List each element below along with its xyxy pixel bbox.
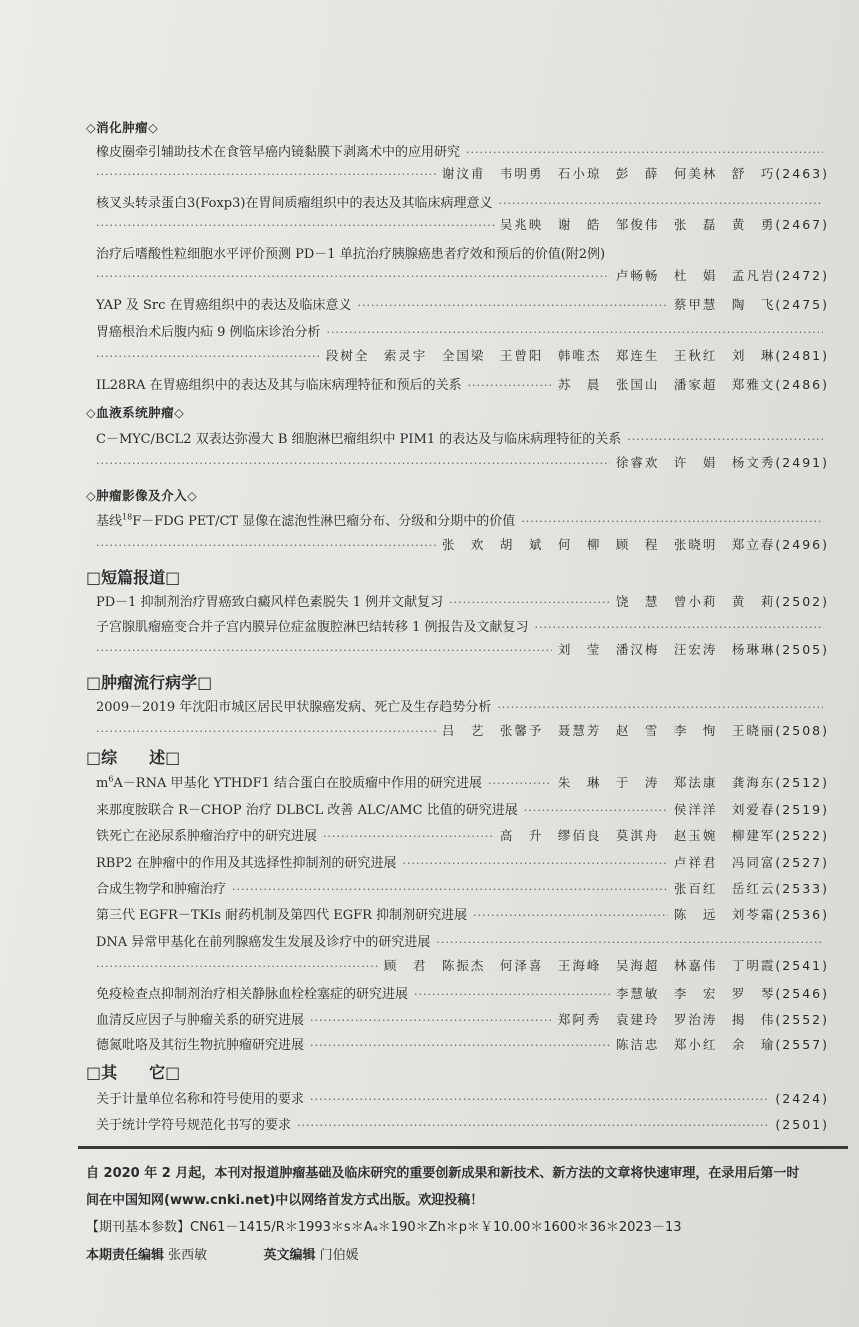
toc-entry[interactable] — [96, 294, 829, 314]
toc-entry[interactable] — [96, 616, 829, 636]
section-digestive-tumors: ◇消化肿瘤◇ — [86, 120, 159, 135]
entry-title: 基线$^{18}$F－FDG PET/CT 显像在滤泡性淋巴瘤分布、分级和分期中的价值 — [96, 512, 516, 529]
section-tumor-epidemiology: □肿瘤流行病学□ — [86, 673, 213, 692]
entry-authors: 张 欢 胡 斌 何 柳 顾 程 张晓明 郑立春(2496) — [441, 537, 829, 552]
leader-dots — [310, 1039, 610, 1052]
entry-title: YAP 及 Src 在胃癌组织中的表达及临床意义 — [96, 298, 352, 313]
toc-entry[interactable] — [96, 1009, 829, 1029]
entry-title: 铁死亡在泌尿系肿瘤治疗中的研究进展 — [96, 829, 318, 844]
divider-rule — [78, 1146, 848, 1149]
toc-entry-authors — [96, 266, 829, 286]
leader-dots — [297, 1119, 769, 1132]
toc-entry[interactable] — [96, 243, 829, 263]
entry-title: 子宫腺肌瘤癌变合并子宫内膜异位症盆腹腔淋巴结转移 1 例报告及文献复习 — [96, 620, 529, 635]
leader-dots — [497, 701, 823, 714]
toc-entry[interactable] — [96, 510, 829, 530]
toc-entry-authors — [96, 721, 829, 741]
entry-authors: 饶 慧 曾小莉 黄 莉(2502) — [615, 594, 829, 609]
entry-title: 2009－2019 年沈阳市城区居民甲状腺癌发病、死亡及生存趋势分析 — [96, 700, 492, 715]
toc-entry[interactable] — [96, 696, 829, 716]
leader-dots — [96, 725, 436, 738]
entry-authors: (2424) — [775, 1091, 829, 1106]
toc-entry[interactable] — [96, 852, 829, 872]
leader-dots — [96, 168, 436, 181]
toc-entry[interactable] — [96, 591, 829, 611]
entry-authors: 吴兆映 谢 皓 邹俊伟 张 磊 黄 勇(2467) — [499, 217, 829, 232]
notice-line-2: 间在中国知网(www.cnki.net)中以网络首发方式出版。欢迎投稿！ — [86, 1193, 484, 1208]
toc-entry[interactable] — [96, 1088, 829, 1108]
leader-dots — [323, 830, 494, 843]
entry-title: 关于计量单位名称和符号使用的要求 — [96, 1092, 305, 1107]
entry-title: $m^6A-RNA$ 甲基化 YTHDF1 结合蛋白在胶质瘤中作用的研究进展 — [96, 774, 483, 791]
leader-dots — [466, 146, 823, 159]
leader-dots — [535, 621, 823, 634]
toc-entry[interactable] — [96, 1034, 829, 1054]
entry-title: 血清反应因子与肿瘤关系的研究进展 — [96, 1013, 305, 1028]
leader-dots — [524, 804, 668, 817]
leader-dots — [96, 270, 610, 283]
leader-dots — [232, 883, 668, 896]
toc-entry[interactable] — [96, 192, 829, 212]
leader-dots — [96, 644, 552, 657]
entry-authors: (2501) — [775, 1117, 829, 1132]
entry-title: 治疗后嗜酸性粒细胞水平评价预测 PD－1 单抗治疗胰腺癌患者疗效和预后的价值(附2例) — [96, 247, 606, 262]
entry-title: 德氮吡咯及其衍生物抗肿瘤研究进展 — [96, 1038, 305, 1053]
leader-dots — [488, 777, 552, 790]
leader-dots — [96, 457, 610, 470]
leader-dots — [521, 515, 823, 528]
toc-entry[interactable] — [96, 878, 829, 898]
entry-authors: 郑阿秀 袁建玲 罗治涛 揭 伟(2552) — [557, 1012, 829, 1027]
leader-dots — [473, 909, 668, 922]
entry-title: DNA 异常甲基化在前列腺癌发生发展及诊疗中的研究进展 — [96, 935, 431, 950]
toc-entry-authors — [96, 640, 829, 660]
leader-dots — [310, 1093, 769, 1106]
leader-dots — [414, 988, 610, 1001]
entry-title: 合成生物学和肿瘤治疗 — [96, 882, 227, 897]
leader-dots — [436, 936, 823, 949]
toc-entry-authors — [96, 535, 829, 555]
leader-dots — [468, 379, 552, 392]
editor-credits — [86, 1244, 359, 1263]
entry-title: 第三代 EGFR－TKIs 耐药机制及第四代 EGFR 抑制剂研究进展 — [96, 908, 468, 923]
toc-entry-authors — [96, 956, 829, 976]
entry-title: RBP2 在肿瘤中的作用及其选择性抑制剂的研究进展 — [96, 856, 397, 871]
toc-entry-authors — [96, 346, 829, 366]
toc-entry-authors — [96, 215, 829, 235]
entry-authors: 顾 君 陈振杰 何泽喜 王海峰 吴海超 林嘉伟 丁明霞(2541) — [383, 958, 829, 973]
section-short-reports: □短篇报道□ — [86, 568, 181, 587]
entry-authors: 卢畅畅 杜 娟 孟凡岩(2472) — [615, 268, 829, 283]
entry-title: IL28RA 在胃癌组织中的表达及其与临床病理特征和预后的关系 — [96, 378, 462, 393]
entry-title: 胃癌根治术后腹内疝 9 例临床诊治分析 — [96, 325, 321, 340]
entry-authors: 段树全 索灵宇 全国梁 王曾阳 韩唯杰 郑连生 王秋红 刘 琳(2481) — [325, 348, 829, 363]
toc-entry-authors — [96, 164, 829, 184]
leader-dots — [358, 299, 668, 312]
toc-entry[interactable] — [96, 428, 829, 448]
entry-authors: 谢汶甫 韦明勇 石小琼 彭 薛 何美林 舒 巧(2463) — [441, 166, 829, 181]
entry-title: C－MYC/BCL2 双表达弥漫大 B 细胞淋巴瘤组织中 PIM1 的表达及与临床病理特征的关系 — [96, 432, 622, 447]
editor-label: 本期责任编辑 — [86, 1248, 165, 1263]
leader-dots — [627, 433, 823, 446]
leader-dots — [310, 1014, 552, 1027]
entry-authors: 蔡甲慧 陶 飞(2475) — [673, 297, 829, 312]
entry-authors: 朱 琳 于 涛 郑法康 龚海东(2512) — [557, 775, 829, 790]
toc-entry[interactable] — [96, 799, 829, 819]
leader-dots — [96, 219, 494, 232]
section-others: □其 它□ — [86, 1063, 181, 1082]
notice-line-1: 自 2020 年 2 月起，本刊对报道肿瘤基础及临床研究的重要创新成果和新技术、新方法的文章将快速审理，在录用后第一时 — [86, 1166, 800, 1181]
toc-entry[interactable] — [96, 141, 829, 161]
section-tumor-imaging: ◇肿瘤影像及介入◇ — [86, 488, 198, 503]
entry-title: 来那度胺联合 R－CHOP 治疗 DLBCL 改善 ALC/AMC 比值的研究进展 — [96, 803, 518, 818]
en-editor-label: 英文编辑 — [263, 1248, 316, 1263]
entry-authors: 高 升 缪佰良 莫淇舟 赵玉婉 柳建军(2522) — [499, 828, 829, 843]
toc-entry[interactable] — [96, 1114, 829, 1134]
toc-entry[interactable] — [96, 321, 829, 341]
entry-authors: 侯洋洋 刘爱春(2519) — [673, 802, 829, 817]
leader-dots — [403, 857, 668, 870]
leader-dots — [96, 350, 320, 363]
leader-dots — [449, 596, 610, 609]
entry-authors: 张百红 岳红云(2533) — [673, 881, 829, 896]
toc-entry-authors — [96, 453, 829, 473]
section-hematologic-tumors: ◇血液系统肿瘤◇ — [86, 405, 185, 420]
toc-entry[interactable] — [96, 931, 829, 951]
entry-title: 核叉头转录蛋白3(Foxp3)在胃间质瘤组织中的表达及其临床病理意义 — [96, 196, 493, 211]
toc-entry[interactable] — [96, 983, 829, 1003]
entry-authors: 陈 远 刘苓霜(2536) — [673, 907, 829, 922]
journal-parameters: 【期刊基本参数】CN61－1415/R＊1993＊s＊A₄＊190＊Zh＊p＊￥10.00＊1600＊36＊2023－13 — [86, 1220, 682, 1235]
section-reviews: □综 述□ — [86, 748, 181, 767]
editor-name: 张西敏 — [168, 1248, 208, 1263]
leader-dots — [327, 326, 823, 339]
en-editor-name: 门伯媛 — [319, 1248, 359, 1263]
toc-entry[interactable] — [96, 825, 829, 845]
entry-title: PD－1 抑制剂治疗胃癌致白癜风样色素脱失 1 例并文献复习 — [96, 595, 444, 610]
entry-title: 免疫检查点抑制剂治疗相关静脉血栓栓塞症的研究进展 — [96, 987, 409, 1002]
toc-entry[interactable] — [96, 374, 829, 394]
leader-dots — [498, 197, 823, 210]
entry-authors: 苏 晨 张国山 潘家超 郑雅文(2486) — [557, 377, 829, 392]
entry-title: 橡皮圈牵引辅助技术在食管早癌内镜黏膜下剥离术中的应用研究 — [96, 145, 461, 160]
entry-authors: 卢祥君 冯同富(2527) — [673, 855, 829, 870]
entry-title: 关于统计学符号规范化书写的要求 — [96, 1118, 292, 1133]
entry-authors: 刘 莹 潘汉梅 汪宏涛 杨琳琳(2505) — [557, 642, 829, 657]
entry-authors: 李慧敏 李 宏 罗 琴(2546) — [615, 986, 829, 1001]
entry-authors: 吕 艺 张馨予 聂慧芳 赵 雪 李 恂 王晓丽(2508) — [441, 723, 829, 738]
leader-dots — [96, 539, 436, 552]
entry-authors: 徐睿欢 许 娟 杨文秀(2491) — [615, 455, 829, 470]
entry-authors: 陈洁忠 郑小红 余 瑜(2557) — [615, 1037, 829, 1052]
toc-entry[interactable] — [96, 904, 829, 924]
toc-entry[interactable] — [96, 772, 829, 792]
leader-dots — [96, 960, 378, 973]
